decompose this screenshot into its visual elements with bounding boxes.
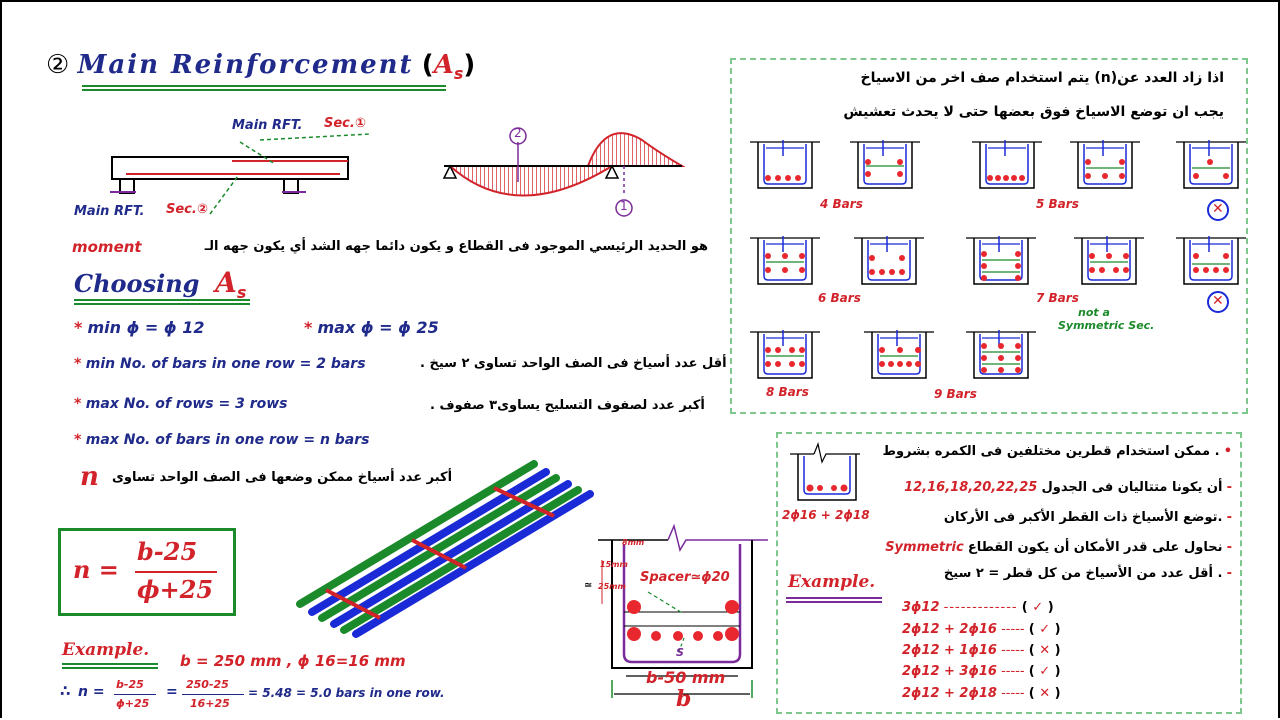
- two-diameter-sketch: [790, 440, 870, 506]
- rule-max-rows-text: max No. of rows = 3 rows: [85, 396, 288, 412]
- example1-result: = 5.48 = 5.0 bars in one row.: [248, 686, 445, 700]
- example1-frac2-bar: [182, 694, 244, 695]
- rule-max-phi: * max ϕ = ϕ 25: [304, 318, 439, 337]
- definition-arabic: هو الحديد الرئيسي الموجود فى القطاع و يكون دائما جهه الشد أي يكون جهه الـ: [204, 239, 708, 254]
- label-6-bars: 6 Bars: [818, 291, 861, 305]
- wrong-mark-2: ✕: [1212, 293, 1224, 309]
- rows-sections-grid: [740, 130, 1240, 400]
- label-4-bars: 4 Bars: [820, 197, 863, 211]
- choosing-title: Choosing: [74, 269, 200, 298]
- table-values: 12,16,18,20,22,25: [904, 480, 1038, 495]
- cross-icon: ✕: [1039, 643, 1051, 658]
- rule-min-phi: * min ϕ = ϕ 12: [74, 318, 205, 337]
- example-row-5: 2ϕ12 + 2ϕ18 ----- ( ✕ ): [902, 686, 1061, 701]
- moment-keyword: moment: [72, 238, 142, 256]
- rule-max-rows: * max No. of rows = 3 rows: [74, 396, 288, 412]
- rule-max-bars-arabic: أكبر عدد أسياخ ممكن وضعها فى الصف الواحد تساوى: [112, 470, 453, 485]
- example-combo: 2ϕ12 + 3ϕ16: [902, 664, 997, 679]
- section-number: ②: [46, 50, 70, 80]
- main-rft-top-label: Main RFT.: [232, 118, 303, 133]
- example-combo: 3ϕ12: [902, 600, 940, 615]
- as-subscript: s: [453, 64, 464, 84]
- formula-lhs: n =: [73, 555, 119, 584]
- dim-15mm: 15mm: [600, 560, 628, 569]
- rule-max-phi-text: max ϕ = ϕ 25: [317, 318, 439, 337]
- formula-box: [58, 528, 236, 616]
- title-underline: [82, 84, 446, 92]
- example-combo: 2ϕ12 + 1ϕ16: [902, 643, 997, 658]
- example1-n: n =: [78, 684, 105, 700]
- label-7-bars: 7 Bars: [1036, 291, 1079, 305]
- example1-underline: [62, 662, 158, 670]
- wrong-mark-1: ✕: [1212, 201, 1224, 217]
- rows-box-line2: يجب ان توضع الاسياخ فوق بعضها حتى لا يحدث تعشيش: [843, 104, 1224, 120]
- example-combo: 2ϕ12 + 2ϕ16: [902, 622, 997, 637]
- section-title: ② Main Reinforcement $(A_s)$: [46, 50, 476, 84]
- note-1-text: ممكن استخدام قطرين مختلفين فى الكمره بشروط .: [882, 444, 1220, 459]
- not-symmetric-line2: Symmetric Sec.: [1058, 319, 1155, 332]
- bmd-label-2: 2: [514, 126, 522, 140]
- label-5-bars: 5 Bars: [1036, 197, 1079, 211]
- example1-den1: ϕ+25: [116, 697, 150, 710]
- example-row-2: 2ϕ12 + 2ϕ16 ----- ( ✓ ): [902, 622, 1061, 637]
- note-5: أقل عدد من الأسياخ من كل قطر = ٢ سيخ . -: [943, 566, 1232, 581]
- example1-eq1: =: [166, 684, 178, 700]
- rule-min-bars-arabic: أقل عدد أسياخ فى الصف الواحد تساوى ٢ سيخ .: [420, 356, 727, 371]
- formula-denominator: ϕ+25: [137, 575, 214, 604]
- example-row-4: 2ϕ12 + 3ϕ16 ----- ( ✓ ): [902, 664, 1061, 679]
- note-4-text: نحاول على قدر الأمكان أن يكون القطاع: [967, 540, 1223, 555]
- sketch-combo-label: 2ϕ16 + 2ϕ18: [782, 508, 870, 522]
- bmd-label-1: 1: [620, 199, 628, 213]
- rule-max-bars-text: max No. of bars in one row = n bars: [85, 432, 370, 448]
- example-row-1: 3ϕ12 ------------- ( ✓ ): [902, 600, 1054, 615]
- label-9-bars: 9 Bars: [934, 387, 977, 401]
- rule-max-rows-arabic: أكبر عدد لصفوف التسليح يساوى٣ صفوف .: [430, 398, 705, 413]
- check-icon: ✓: [1032, 600, 1044, 615]
- definition-line: [72, 238, 708, 256]
- note-1: ممكن استخدام قطرين مختلفين فى الكمره بشروط . •: [882, 444, 1232, 459]
- bending-moment-diagram: [436, 120, 686, 220]
- note-5-text: أقل عدد من الأسياخ من كل قطر = ٢ سيخ .: [943, 566, 1223, 581]
- sec2-label: Sec.②: [166, 202, 208, 217]
- note-4: Symmetric نحاول على قدر الأمكان أن يكون القطاع -: [885, 540, 1232, 555]
- example1-num1: b-25: [116, 678, 144, 691]
- width-label: b: [676, 686, 692, 712]
- note-3-text: توضع الأسياخ ذات القطر الأكبر فى الأركان.: [943, 510, 1223, 525]
- symmetric-word: Symmetric: [885, 540, 964, 555]
- spacer-label: Spacer≃ϕ20: [640, 570, 730, 585]
- dim-25mm: 25mm: [598, 582, 626, 591]
- choosing-heading: [74, 266, 246, 302]
- inner-width-label: b-50 mm: [646, 668, 726, 687]
- note-2-text: أن يكونا متتاليان فى الجدول: [1041, 480, 1223, 495]
- section-title-text: Main Reinforcement: [77, 50, 414, 80]
- formula-bar: [135, 571, 217, 573]
- rule-min-phi-text: min ϕ = ϕ 12: [87, 318, 205, 337]
- choosing-subscript: s: [236, 282, 247, 302]
- dim-approx: ≃: [584, 580, 593, 591]
- rows-box-line1: اذا زاد العدد عن(n) يتم استخدام صف اخر من الاسياخ: [860, 70, 1224, 86]
- example1-frac1-bar: [114, 694, 156, 695]
- example1-label: Example.: [62, 640, 150, 660]
- note-3: توضع الأسياخ ذات القطر الأكبر فى الأركان. -: [943, 510, 1232, 525]
- not-symmetric-line1: not a: [1078, 306, 1110, 319]
- label-8-bars: 8 Bars: [766, 385, 809, 399]
- check-icon: ✓: [1039, 622, 1051, 637]
- note-2: 12,16,18,20,22,25 أن يكونا متتاليان فى الجدول -: [904, 480, 1232, 495]
- dim-8mm: 8mm: [622, 538, 645, 547]
- s-label: S: [676, 646, 684, 659]
- example1-num2: 250-25: [186, 678, 229, 691]
- cross-icon: ✕: [1039, 686, 1051, 701]
- example-combo: 2ϕ12 + 2ϕ18: [902, 686, 997, 701]
- example2-label: Example.: [788, 572, 876, 592]
- as-symbol: A: [433, 50, 454, 80]
- choosing-symbol: A: [215, 266, 237, 299]
- bars-3d-sketch: [296, 458, 596, 638]
- rule-min-bars-text: min No. of bars in one row = 2 bars: [85, 356, 366, 372]
- rule-max-bars: * max No. of bars in one row = n bars: [74, 432, 370, 448]
- example-row-3: 2ϕ12 + 1ϕ16 ----- ( ✕ ): [902, 643, 1061, 658]
- rule-min-bars: * min No. of bars in one row = 2 bars: [74, 356, 366, 372]
- sec1-label: Sec.①: [324, 116, 366, 131]
- n-symbol: n: [80, 462, 99, 492]
- example1-therefore: ∴: [60, 682, 71, 700]
- example2-underline: [786, 596, 882, 604]
- check-icon: ✓: [1039, 664, 1051, 679]
- example1-given: b = 250 mm , ϕ 16=16 mm: [180, 652, 406, 670]
- main-rft-bottom-label: Main RFT.: [74, 204, 145, 219]
- example1-den2: 16+25: [190, 697, 230, 710]
- formula-numerator: b-25: [137, 537, 198, 566]
- choosing-underline: [74, 298, 250, 306]
